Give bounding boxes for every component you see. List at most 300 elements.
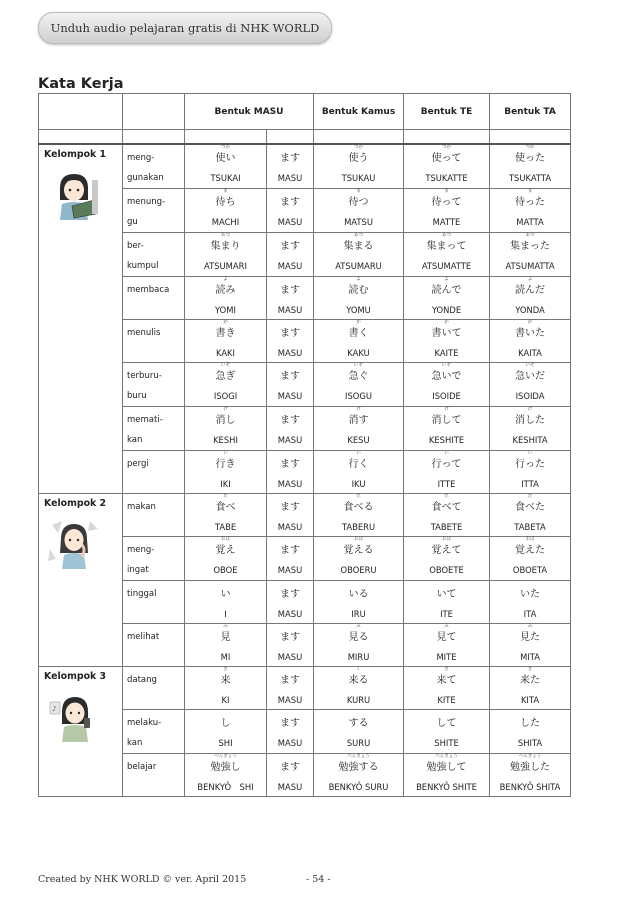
group-cell: [39, 144, 123, 494]
meaning-cell: [123, 494, 185, 537]
furigana: [267, 363, 313, 368]
furigana: け: [356, 407, 361, 412]
verb-form-cell: [404, 320, 490, 363]
meaning-cell: [123, 277, 185, 320]
furigana: [267, 277, 313, 282]
group-cell: [39, 667, 123, 797]
verb-form-cell: [490, 320, 571, 363]
verb-form-cell: [314, 710, 404, 754]
furigana: あつ: [221, 233, 230, 238]
furigana: つか: [442, 145, 452, 150]
romaji: MASU: [277, 652, 303, 662]
romaji: TABETE: [430, 522, 463, 532]
romaji: YONDA: [515, 305, 545, 315]
meaning-text: gu: [127, 217, 138, 227]
romaji: OBOERU: [340, 565, 377, 575]
romaji: KAITE: [434, 348, 459, 358]
japanese-verb: 食べた: [515, 502, 546, 513]
japanese-verb: し: [220, 718, 231, 729]
header-ta: Bentuk TA: [490, 94, 571, 130]
japanese-verb: ます: [280, 502, 300, 513]
furigana: ま: [444, 189, 449, 194]
furigana: い: [356, 451, 361, 456]
verb-form-cell: [490, 624, 571, 667]
verb-form-cell: [185, 189, 267, 233]
furigana: [267, 710, 313, 715]
japanese-verb: 読んで: [431, 285, 462, 296]
furigana: た: [444, 494, 449, 499]
verb-form-cell: [314, 667, 404, 710]
furigana: [267, 537, 313, 542]
romaji: MASU: [277, 479, 303, 489]
meaning-text: kan: [127, 435, 143, 445]
japanese-verb: 来た: [520, 675, 541, 686]
meaning-text: melaku-: [127, 718, 162, 728]
meaning-cell: [123, 233, 185, 277]
romaji: MACHI: [211, 217, 240, 227]
japanese-verb: 集まり: [210, 241, 241, 252]
furigana: い: [527, 451, 533, 456]
furigana: く: [356, 667, 361, 672]
furigana: [267, 581, 313, 586]
japanese-verb: 来て: [436, 675, 457, 686]
furigana: ま: [356, 189, 361, 194]
romaji: KITE: [437, 695, 456, 705]
furigana: おぼ: [221, 537, 230, 542]
verb-form-cell: [404, 581, 490, 624]
table-row: [39, 144, 571, 189]
furigana: つか: [221, 145, 230, 150]
group-label: Kelompok 1: [44, 149, 107, 160]
verb-form-cell: [267, 277, 314, 320]
furigana: [267, 320, 313, 325]
japanese-verb: ます: [280, 459, 300, 470]
japanese-verb: ます: [280, 545, 300, 556]
table-row: [39, 494, 571, 537]
furigana: いそ: [442, 363, 452, 368]
verb-form-cell: [404, 407, 490, 451]
japanese-verb: 待つ: [348, 197, 369, 208]
japanese-verb: ます: [280, 415, 300, 426]
verb-form-cell: [490, 451, 571, 494]
romaji: BENKYÔ SHITE: [416, 782, 477, 792]
meaning-text: ber-: [127, 241, 144, 251]
meaning-text: ingat: [127, 565, 149, 575]
furigana: か: [356, 320, 361, 325]
japanese-verb: 食べて: [431, 502, 462, 513]
romaji: YONDE: [431, 305, 462, 315]
romaji: ATSUMATTA: [505, 261, 555, 271]
furigana: ま: [223, 189, 228, 194]
romaji: I: [224, 609, 227, 619]
verb-form-cell: [490, 581, 571, 624]
verb-form-cell: [267, 537, 314, 581]
japanese-verb: ます: [280, 371, 300, 382]
verb-form-cell: [314, 277, 404, 320]
japanese-verb: ます: [280, 632, 300, 643]
japanese-verb: ます: [280, 675, 300, 686]
japanese-verb: 覚えて: [431, 545, 462, 556]
romaji: TABETA: [514, 522, 546, 532]
japanese-verb: 集まって: [426, 241, 467, 252]
verb-form-cell: [490, 754, 571, 797]
japanese-verb: 行って: [431, 459, 462, 470]
verb-form-cell: [185, 537, 267, 581]
verb-form-cell: [267, 363, 314, 407]
romaji: MASU: [277, 695, 303, 705]
romaji: KAKI: [215, 348, 236, 358]
meaning-cell: [123, 581, 185, 624]
romaji: MITE: [436, 652, 457, 662]
romaji: ATSUMARU: [335, 261, 382, 271]
header-masu: Bentuk MASU: [185, 94, 314, 130]
romaji: MASU: [277, 173, 303, 183]
furigana: おぼ: [354, 537, 364, 542]
verb-form-cell: [314, 407, 404, 451]
verb-form-cell: [267, 189, 314, 233]
furigana: い: [223, 451, 228, 456]
furigana: よ: [356, 277, 361, 282]
romaji: ISOIDA: [515, 391, 545, 401]
verb-form-cell: [490, 494, 571, 537]
table-header-row: [39, 94, 571, 130]
furigana: [490, 710, 570, 715]
japanese-verb: いる: [348, 589, 369, 600]
meaning-cell: [123, 754, 185, 797]
japanese-verb: いて: [436, 589, 457, 600]
japanese-verb: 覚え: [215, 545, 236, 556]
verb-form-cell: [490, 363, 571, 407]
romaji: TABERU: [341, 522, 376, 532]
meaning-text: kumpul: [127, 261, 159, 271]
furigana: [267, 667, 313, 672]
meaning-cell: [123, 407, 185, 451]
romaji: MASU: [277, 609, 303, 619]
header-blank-meaning: [123, 94, 185, 130]
romaji: KESU: [347, 435, 370, 445]
verb-form-cell: [185, 407, 267, 451]
verb-form-cell: [185, 624, 267, 667]
verb-form-cell: [314, 189, 404, 233]
furigana: べんきょう: [518, 754, 542, 759]
verb-form-cell: [404, 277, 490, 320]
furigana: た: [527, 494, 533, 499]
romaji: TSUKATTA: [508, 173, 552, 183]
verb-form-cell: [314, 451, 404, 494]
banner-text: Unduh audio pelajaran gratis di NHK WORLD: [50, 21, 320, 35]
romaji: ITA: [523, 609, 537, 619]
romaji: ITE: [440, 609, 453, 619]
girl-reading-book-illustration: [44, 160, 122, 223]
verb-form-cell: [490, 710, 571, 754]
verb-form-cell: [185, 581, 267, 624]
japanese-verb: 行く: [348, 459, 369, 470]
romaji: TSUKAU: [341, 173, 376, 183]
furigana: [185, 581, 266, 586]
furigana: いそ: [525, 363, 535, 368]
japanese-verb: ます: [280, 328, 300, 339]
verb-form-cell: [404, 451, 490, 494]
page-number: - 54 -: [306, 874, 331, 885]
japanese-verb: 読む: [348, 285, 369, 296]
romaji: MATTE: [432, 217, 461, 227]
verb-form-cell: [314, 754, 404, 797]
japanese-verb: 消した: [515, 415, 546, 426]
japanese-verb: 急いだ: [515, 371, 546, 382]
japanese-verb: 勉強した: [510, 762, 551, 773]
meaning-text: datang: [127, 675, 157, 685]
furigana: い: [444, 451, 449, 456]
furigana: [267, 145, 313, 150]
verb-form-cell: [185, 144, 267, 189]
footer-credit: Created by NHK WORLD © ver. April 2015: [38, 874, 247, 885]
verb-form-cell: [185, 363, 267, 407]
verb-table-body: [39, 144, 571, 797]
furigana: よ: [223, 277, 228, 282]
header-blank-group: [39, 94, 123, 130]
header-spacer-row: [39, 130, 571, 145]
romaji: KESHITE: [428, 435, 465, 445]
furigana: [267, 407, 313, 412]
verb-form-cell: [267, 754, 314, 797]
verb-form-cell: [490, 189, 571, 233]
japanese-verb: ます: [280, 197, 300, 208]
furigana: おぼ: [442, 537, 452, 542]
verb-form-cell: [404, 363, 490, 407]
furigana: み: [356, 624, 361, 629]
japanese-verb: ます: [280, 589, 300, 600]
verb-form-cell: [490, 144, 571, 189]
meaning-cell: [123, 363, 185, 407]
japanese-verb: 勉強して: [426, 762, 467, 773]
furigana: べんきょう: [347, 754, 370, 759]
meaning-text: membaca: [127, 285, 170, 295]
japanese-verb: 覚えた: [515, 545, 546, 556]
romaji: MASU: [277, 565, 303, 575]
japanese-verb: 使って: [431, 153, 462, 164]
japanese-verb: 待った: [515, 197, 546, 208]
group-cell: [39, 494, 123, 667]
japanese-verb: 急ぎ: [215, 371, 236, 382]
romaji: TABE: [214, 522, 237, 532]
verb-form-cell: [314, 581, 404, 624]
romaji: SHITE: [434, 738, 459, 748]
japanese-verb: 食べる: [343, 502, 374, 513]
verb-form-cell: [404, 624, 490, 667]
japanese-verb: 来: [220, 675, 231, 686]
meaning-cell: [123, 189, 185, 233]
verb-conjugation-table: [38, 93, 571, 797]
furigana: き: [444, 667, 449, 672]
meaning-text: belajar: [127, 762, 157, 772]
furigana: [314, 710, 403, 715]
verb-form-cell: [185, 494, 267, 537]
furigana: [267, 451, 313, 456]
verb-form-cell: [314, 363, 404, 407]
header-te: Bentuk TE: [404, 94, 490, 130]
romaji: ITTA: [521, 479, 539, 489]
header-kamus: Bentuk Kamus: [314, 94, 404, 130]
romaji: ISOIDE: [432, 391, 461, 401]
romaji: YOMU: [346, 305, 371, 315]
romaji: MASU: [277, 261, 303, 271]
japanese-verb: 書いた: [515, 328, 546, 339]
romaji: ITTE: [437, 479, 456, 489]
audio-download-banner[interactable]: [38, 12, 332, 44]
japanese-verb: 消す: [348, 415, 369, 426]
verb-form-cell: [404, 494, 490, 537]
japanese-verb: 使い: [215, 153, 236, 164]
romaji: MASU: [277, 348, 303, 358]
romaji: ISOGI: [213, 391, 238, 401]
section-title: Kata Kerja: [38, 76, 124, 92]
romaji: TSUKAI: [210, 173, 241, 183]
verb-form-cell: [185, 233, 267, 277]
furigana: よ: [444, 277, 449, 282]
romaji: BENKYÔ SURU: [328, 782, 389, 792]
verb-form-cell: [314, 144, 404, 189]
verb-form-cell: [314, 537, 404, 581]
verb-form-cell: [185, 754, 267, 797]
japanese-verb: 書いて: [431, 328, 462, 339]
verb-form-cell: [185, 277, 267, 320]
verb-form-cell: [314, 494, 404, 537]
romaji: KESHITA: [512, 435, 548, 445]
romaji: MASU: [277, 522, 303, 532]
meaning-cell: [123, 320, 185, 363]
japanese-verb: して: [436, 718, 457, 729]
meaning-text: menulis: [127, 328, 161, 338]
japanese-verb: 使う: [348, 153, 369, 164]
romaji: SHI: [218, 738, 233, 748]
furigana: け: [223, 407, 228, 412]
furigana: あつ: [525, 233, 535, 238]
verb-form-cell: [185, 667, 267, 710]
japanese-verb: 勉強し: [210, 762, 241, 773]
japanese-verb: する: [348, 718, 369, 729]
romaji: MASU: [277, 305, 303, 315]
romaji: MASU: [277, 217, 303, 227]
meaning-text: makan: [127, 502, 156, 512]
japanese-verb: ます: [280, 285, 300, 296]
romaji: ATSUMATTE: [421, 261, 472, 271]
verb-form-cell: [404, 710, 490, 754]
verb-form-cell: [490, 537, 571, 581]
furigana: おぼ: [525, 537, 535, 542]
girl-thinking-illustration: [44, 509, 122, 572]
romaji: MASU: [277, 391, 303, 401]
verb-form-cell: [404, 667, 490, 710]
japanese-verb: 集まった: [510, 241, 551, 252]
verb-form-cell: [185, 451, 267, 494]
japanese-verb: 食べ: [215, 502, 236, 513]
meaning-text: memati-: [127, 415, 163, 425]
meaning-text: pergi: [127, 459, 149, 469]
japanese-verb: 見る: [348, 632, 369, 643]
furigana: [267, 624, 313, 629]
furigana: た: [223, 494, 228, 499]
japanese-verb: 急ぐ: [348, 371, 369, 382]
meaning-text: gunakan: [127, 173, 164, 183]
girl-with-phone-illustration: [44, 682, 122, 745]
verb-form-cell: [267, 407, 314, 451]
furigana: け: [444, 407, 449, 412]
japanese-verb: 集まる: [343, 241, 374, 252]
meaning-text: buru: [127, 391, 147, 401]
romaji: SURU: [346, 738, 371, 748]
meaning-cell: [123, 537, 185, 581]
furigana: つか: [354, 145, 364, 150]
furigana: か: [444, 320, 449, 325]
japanese-verb: 消し: [215, 415, 236, 426]
romaji: MASU: [277, 782, 303, 792]
romaji: MI: [220, 652, 231, 662]
japanese-verb: 勉強する: [338, 762, 379, 773]
verb-form-cell: [267, 710, 314, 754]
verb-form-cell: [267, 451, 314, 494]
japanese-verb: 待ち: [215, 197, 236, 208]
romaji: OBOE: [213, 565, 238, 575]
furigana: た: [356, 494, 361, 499]
meaning-cell: [123, 451, 185, 494]
verb-form-cell: [404, 144, 490, 189]
furigana: いそ: [221, 363, 230, 368]
verb-form-cell: [267, 233, 314, 277]
furigana: [267, 754, 313, 759]
romaji: KURU: [346, 695, 371, 705]
meaning-text: meng-: [127, 153, 155, 163]
romaji: IRU: [351, 609, 366, 619]
verb-form-cell: [314, 624, 404, 667]
verb-form-cell: [404, 537, 490, 581]
japanese-verb: い: [220, 589, 231, 600]
furigana: き: [527, 667, 533, 672]
romaji: KAITA: [518, 348, 542, 358]
romaji: MASU: [277, 738, 303, 748]
romaji: YOMI: [215, 305, 236, 315]
japanese-verb: 見て: [436, 632, 457, 643]
verb-form-cell: [267, 320, 314, 363]
furigana: [404, 581, 489, 586]
furigana: べんきょう: [435, 754, 458, 759]
furigana: べんきょう: [214, 754, 237, 759]
romaji: IKI: [220, 479, 231, 489]
verb-form-cell: [490, 277, 571, 320]
furigana: いそ: [354, 363, 364, 368]
meaning-text: menung-: [127, 197, 166, 207]
japanese-verb: 読み: [215, 285, 236, 296]
romaji: MASU: [277, 435, 303, 445]
japanese-verb: 来る: [348, 675, 369, 686]
japanese-verb: 急いで: [431, 371, 462, 382]
verb-form-cell: [185, 320, 267, 363]
japanese-verb: 見: [220, 632, 231, 643]
romaji: BENKYÔ SHITA: [499, 782, 561, 792]
group-label: Kelompok 3: [44, 671, 107, 682]
romaji: ATSUMARI: [204, 261, 247, 271]
verb-form-cell: [267, 144, 314, 189]
furigana: よ: [527, 277, 533, 282]
romaji: TSUKATTE: [425, 173, 468, 183]
verb-form-cell: [490, 233, 571, 277]
japanese-verb: いた: [520, 589, 541, 600]
romaji: MATTA: [516, 217, 544, 227]
verb-form-cell: [404, 233, 490, 277]
furigana: ま: [527, 189, 533, 194]
romaji: IKU: [351, 479, 366, 489]
meaning-text: tinggal: [127, 589, 157, 599]
furigana: け: [527, 407, 533, 412]
